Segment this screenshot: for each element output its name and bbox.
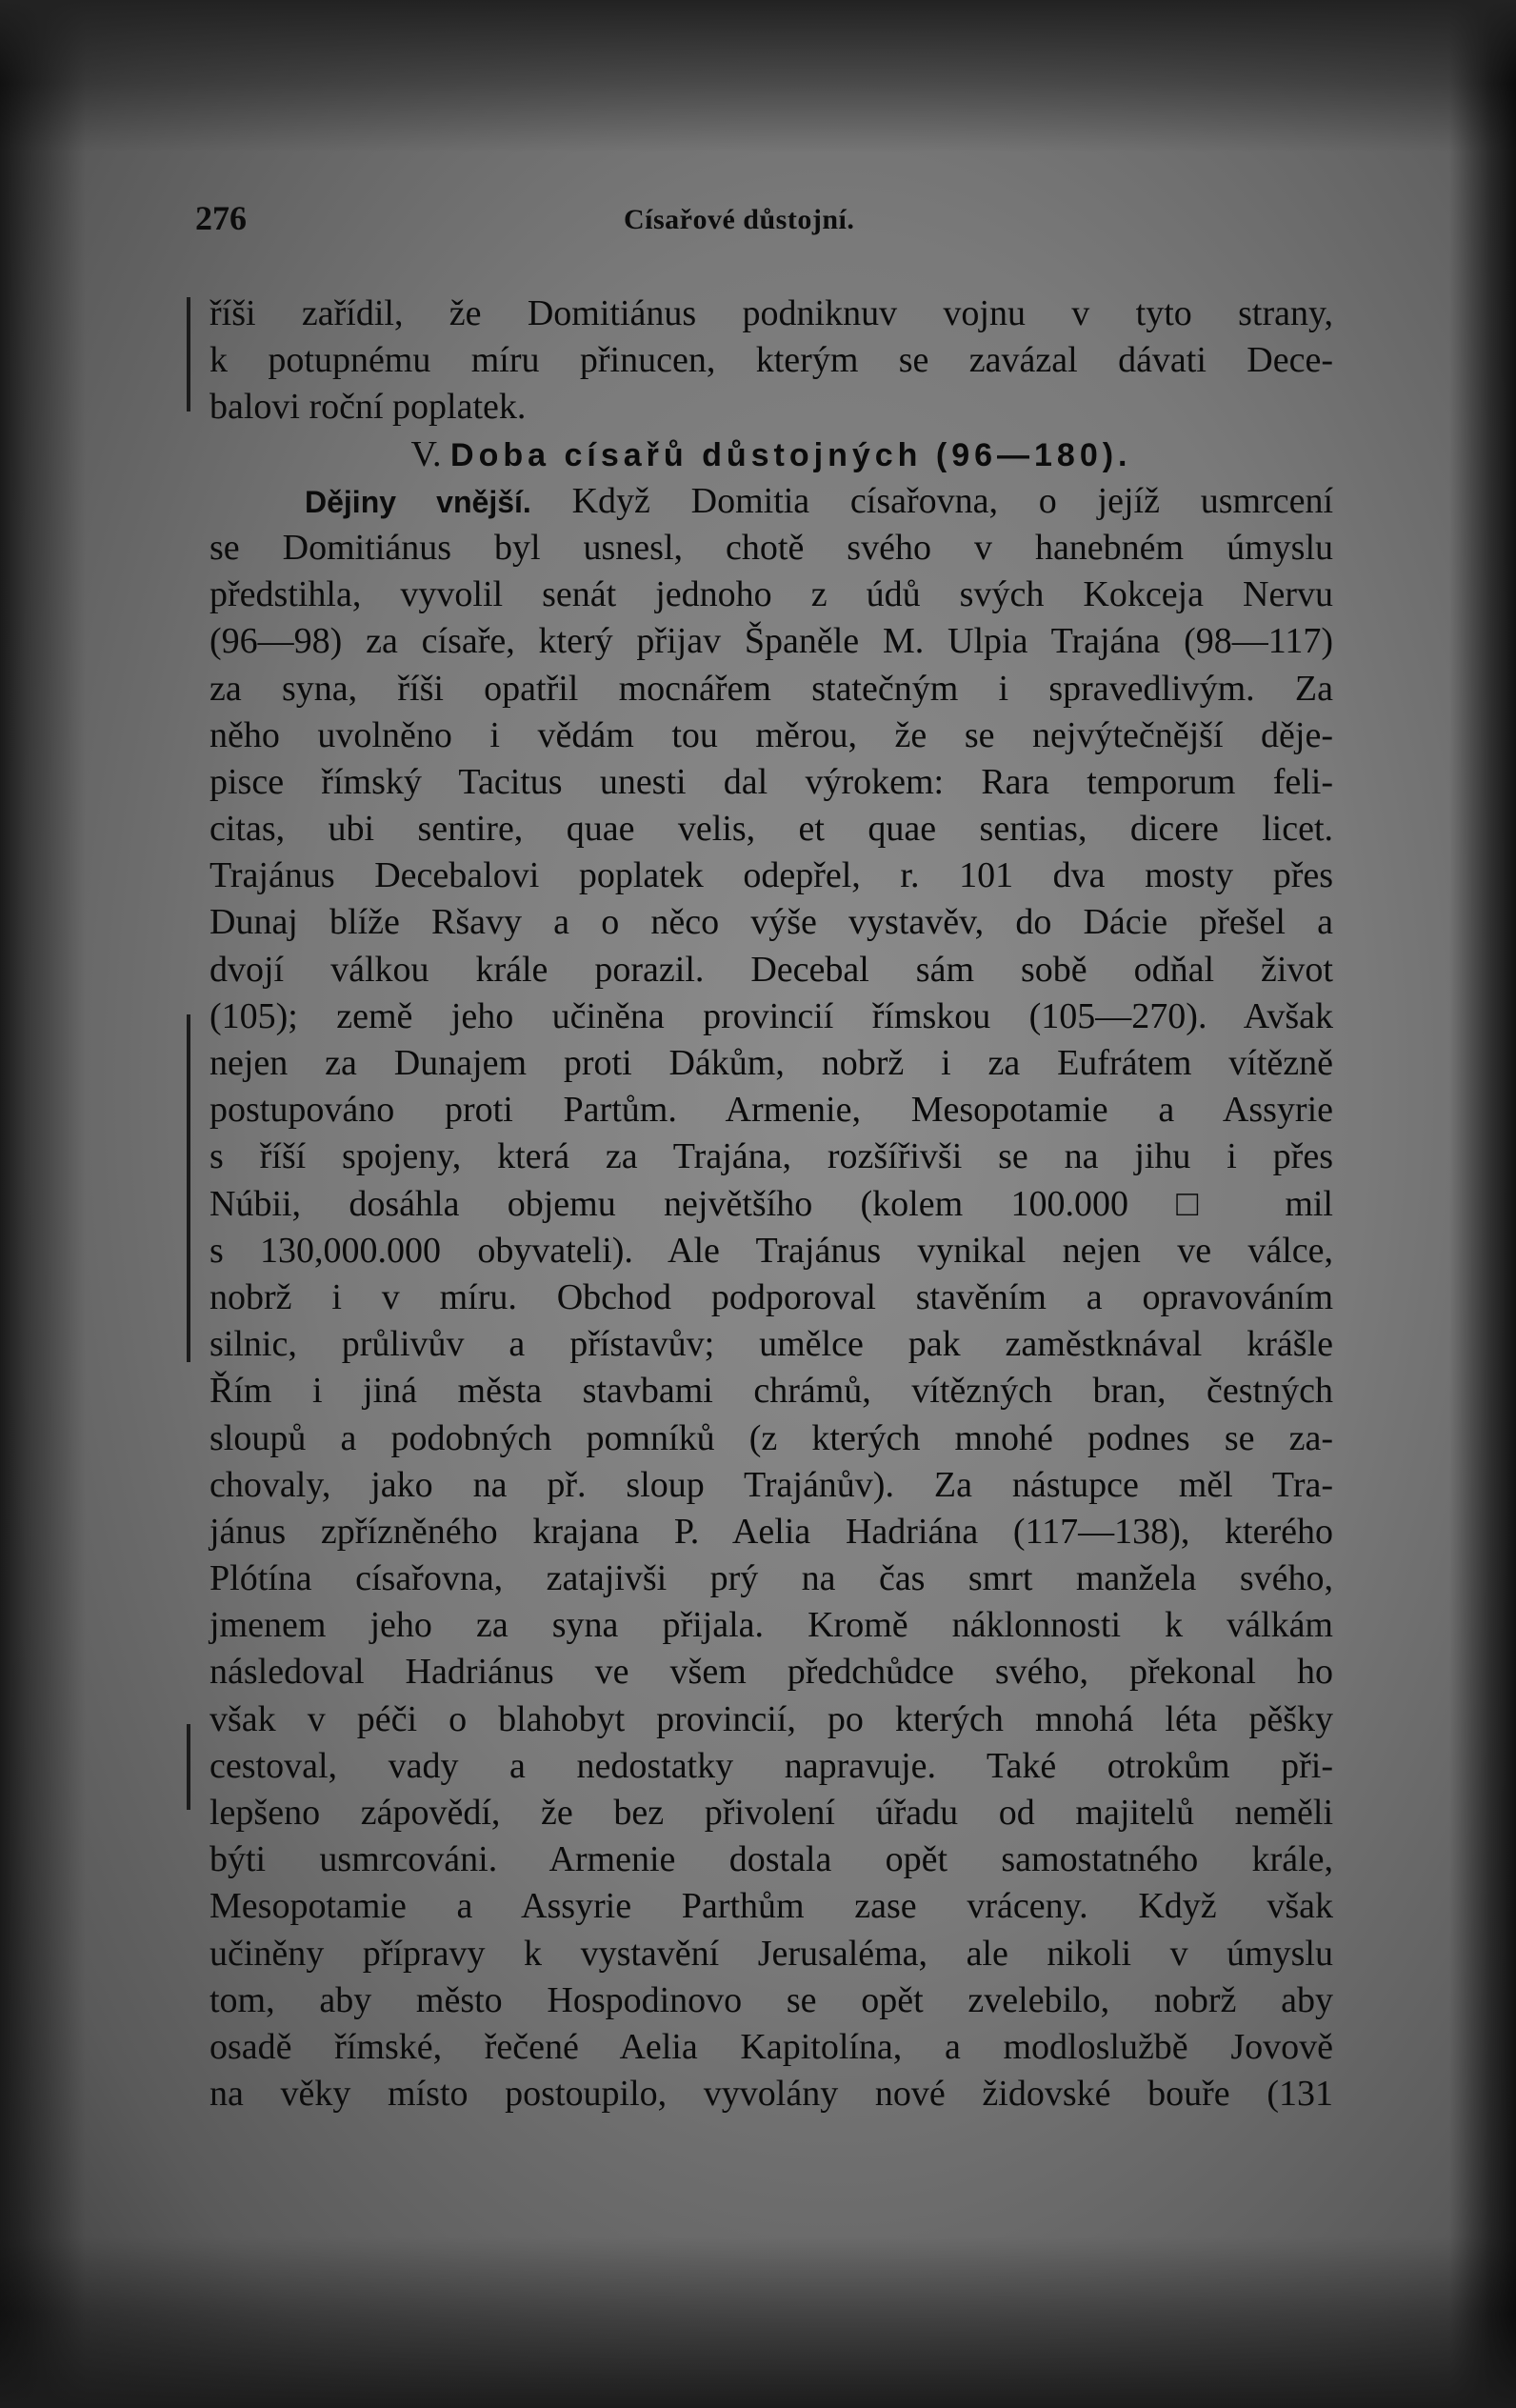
body-text — [209, 291, 1333, 2117]
text-line: však v péči o blahobyt provincií, po kterých mnohá léta pěšky — [209, 1698, 1333, 1739]
text-line: něho uvolněno i vědám tou měrou, že se nejvýtečnější děje- — [209, 714, 1333, 755]
text-line: Plótína císařovna, zatajivši prý na čas smrt manžela svého, — [209, 1558, 1333, 1599]
margin-mark-top — [187, 297, 190, 411]
text-line: sloupů a podobných pomníků (z kterých mnohé podnes se za- — [209, 1417, 1333, 1458]
text-line: býti usmrcováni. Armenie dostala opět samostatného krále, — [209, 1839, 1333, 1880]
text-line: postupováno proti Partům. Armenie, Mesopotamie a Assyrie — [209, 1090, 1333, 1131]
text-line: předstihla, vyvolil senát jednoho z údů svých Kokceja Nervu — [209, 574, 1333, 615]
subsection-heading: Dějiny vnější. — [305, 484, 531, 519]
text-line: dvojí válkou krále porazil. Decebal sám sobě odňal život — [209, 949, 1333, 990]
text-line: Núbii, dosáhla objemu největšího (kolem 100.000 □ mil — [209, 1183, 1333, 1224]
text-line: chovaly, jako na př. sloup Trajánův). Za nástupce měl Tra- — [209, 1464, 1333, 1505]
section-heading — [209, 431, 1333, 478]
section-number: V. — [410, 433, 442, 474]
page-shadow-top — [0, 0, 1516, 152]
text-line: pisce římský Tacitus unesti dal výrokem: Rara temporum feli- — [209, 761, 1333, 802]
text-line: Řím i jiná města stavbami chrámů, vítězných bran, čestných — [209, 1371, 1333, 1412]
text-line: Dunaj blíže Ršavy a o něco výše vystavěv, do Dácie přešel a — [209, 902, 1333, 943]
text-line: k potupnému míru přinucen, kterým se zavázal dávati Dece- — [209, 340, 1333, 381]
text-line: říši zařídil, že Domitiánus podniknuv vojnu v tyto strany, — [209, 293, 1333, 333]
text-line: Trajánus Decebalovi poplatek odepřel, r. 101 dva mosty přes — [209, 855, 1333, 896]
text-line: jánus zpřízněného krajana P. Aelia Hadriána (117—138), kterého — [209, 1511, 1333, 1552]
text-line: s říší spojeny, která za Trajána, rozšířivši se na jihu i přes — [209, 1136, 1333, 1177]
text-line: osadě římské, řečené Aelia Kapitolína, a modloslužbě Jovově — [209, 2026, 1333, 2067]
text-line: na věky místo postoupilo, vyvolány nové židovské bouře (131 — [209, 2074, 1333, 2115]
text-line: za syna, říši opatřil mocnářem statečným i spravedlivým. Za — [209, 668, 1333, 709]
text-line: učiněny přípravy k vystavění Jerusaléma, ale nikoli v úmyslu — [209, 1933, 1333, 1974]
page-shadow-left — [0, 0, 86, 2408]
text-line: nejen za Dunajem proti Dákům, nobrž i za Eufrátem vítězně — [209, 1043, 1333, 1083]
text-line: balovi roční poplatek. — [209, 387, 527, 428]
text-line: následoval Hadriánus ve všem předchůdce svého, překonal ho — [209, 1652, 1333, 1693]
text-line: se Domitiánus byl usnesl, chotě svého v hanebném úmyslu — [209, 527, 1333, 568]
text-line: lepšeno zápovědí, že bez přivolení úřadu od majitelů neměli — [209, 1793, 1333, 1833]
margin-mark-middle — [187, 1014, 190, 1362]
text-line: citas, ubi sentire, quae velis, et quae sentias, dicere licet. — [209, 809, 1333, 850]
running-head: Císařové důstojní. — [624, 204, 855, 235]
section-title: Doba císařů důstojných (96—180). — [450, 436, 1132, 473]
text-line: Mesopotamie a Assyrie Parthům zase vráceny. Když však — [209, 1886, 1333, 1927]
text-line: (96—98) za císaře, který přijav Španěle M. Ulpia Trajána (98—117) — [209, 621, 1333, 662]
page-shadow-right — [1449, 0, 1516, 2408]
text-line: s 130,000.000 obyvateli). Ale Trajánus vynikal nejen ve válce, — [209, 1230, 1333, 1271]
text-line-content: Když Domitia císařovna, o jejíž usmrcení — [571, 480, 1333, 521]
text-line — [209, 478, 1333, 525]
margin-mark-bottom — [187, 1724, 190, 1810]
page-number: 276 — [195, 199, 247, 237]
text-line: silnic, průlivův a přístavův; umělce pak zaměstknával krášle — [209, 1324, 1333, 1365]
page-header — [195, 198, 1319, 246]
text-line: nobrž i v míru. Obchod podporoval stavěním a opravováním — [209, 1276, 1333, 1317]
page-shadow-bottom — [0, 2237, 1516, 2408]
text-line: (105); země jeho učiněna provincií římskou (105—270). Avšak — [209, 995, 1333, 1036]
text-line: jmenem jeho za syna přijala. Kromě náklonnosti k válkám — [209, 1605, 1333, 1646]
text-line: cestoval, vady a nedostatky napravuje. Také otrokům při- — [209, 1745, 1333, 1786]
text-line: tom, aby město Hospodinovo se opět zvelebilo, nobrž aby — [209, 1979, 1333, 2020]
